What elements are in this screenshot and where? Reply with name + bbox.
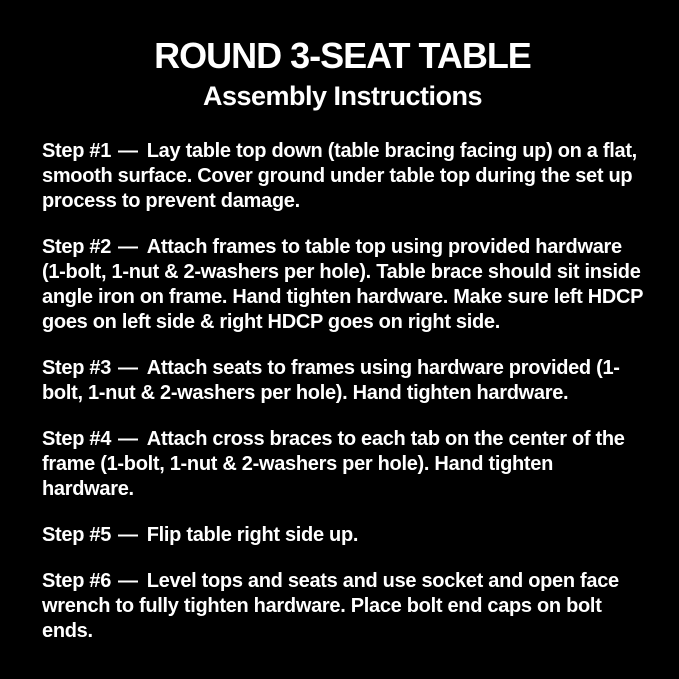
step-separator: — <box>118 524 138 547</box>
header <box>42 36 643 111</box>
step-text: Lay table top down (table bracing facing up) on a flat, smooth surface. Cover ground under table top during the set up process to prevent damage. <box>42 140 637 213</box>
step-separator: — <box>118 236 138 259</box>
step-separator: — <box>118 140 138 163</box>
step-label: Step #5 <box>42 524 112 547</box>
step-text: Attach seats to frames using hardware provided (1-bolt, 1-nut & 2-washers per hole). Hand tighten hardware. <box>42 357 620 405</box>
step-paragraph-6 <box>42 569 643 644</box>
step-paragraph-1 <box>42 139 643 214</box>
step-separator: — <box>118 428 138 451</box>
step-paragraph-2 <box>42 235 643 335</box>
step-label: Step #4 <box>42 428 112 451</box>
step-text: Attach cross braces to each tab on the center of the frame (1-bolt, 1-nut & 2-washers per hole). Hand tighten hardware. <box>42 428 625 501</box>
step-paragraph-5 <box>42 523 643 548</box>
step-separator: — <box>118 570 138 593</box>
step-separator: — <box>118 357 138 380</box>
step-label: Step #6 <box>42 570 112 593</box>
step-paragraph-4 <box>42 427 643 502</box>
step-label: Step #2 <box>42 236 112 259</box>
steps-list <box>42 139 643 644</box>
page-title: ROUND 3-SEAT TABLE <box>154 35 531 76</box>
step-text: Flip table right side up. <box>146 524 359 547</box>
step-text: Level tops and seats and use socket and open face wrench to fully tighten hardware. Place bolt end caps on bolt ends. <box>42 570 619 643</box>
step-label: Step #1 <box>42 140 112 163</box>
step-paragraph-3 <box>42 356 643 406</box>
step-text: Attach frames to table top using provided hardware (1-bolt, 1-nut & 2-washers per hole). Table brace should sit inside angle iron on frame. Hand tighten hardware. Make sure left HDCP goes on left side & right HDCP goes on right side. <box>42 236 643 334</box>
step-label: Step #3 <box>42 357 112 380</box>
page-subtitle: Assembly Instructions <box>202 80 483 111</box>
